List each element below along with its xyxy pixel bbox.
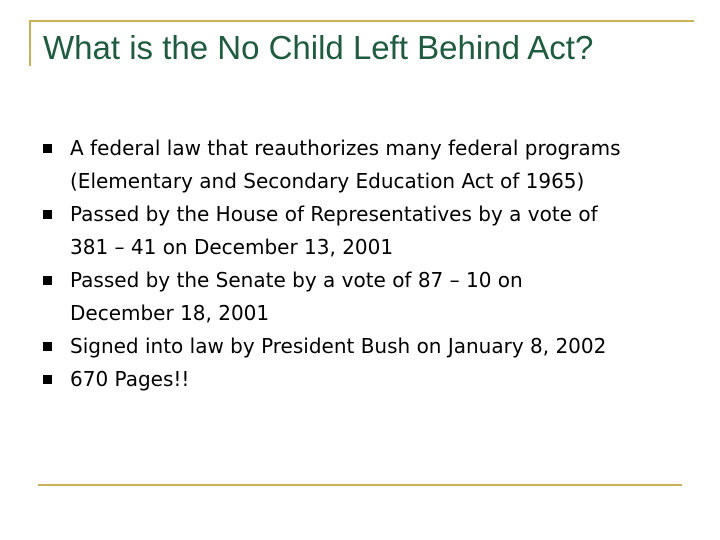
bullet-item <box>40 198 690 264</box>
bullet-text: Signed into law by President Bush on January 8, 2002 <box>70 334 607 358</box>
title-accent-vertical-line <box>29 20 31 66</box>
footer-accent-line <box>38 484 682 486</box>
square-bullet-icon <box>43 342 52 351</box>
bullet-text: Passed by the Senate by a vote of 87 – 10 on December 18, 2001 <box>70 268 523 325</box>
bullet-text: 670 Pages!! <box>70 367 190 391</box>
bullet-item <box>40 363 690 396</box>
bullet-text: A federal law that reauthorizes many federal programs (Elementary and Secondary Education Act of 1965) <box>70 136 621 193</box>
bullet-item <box>40 264 690 330</box>
slide-title: What is the No Child Left Behind Act? <box>43 29 594 66</box>
bullet-item <box>40 330 690 363</box>
bullet-list <box>40 132 690 396</box>
square-bullet-icon <box>43 375 52 384</box>
square-bullet-icon <box>43 276 52 285</box>
square-bullet-icon <box>43 144 52 153</box>
title-accent-horizontal-line <box>29 20 694 22</box>
bullet-item <box>40 132 690 198</box>
square-bullet-icon <box>43 210 52 219</box>
bullet-text: Passed by the House of Representatives by a vote of 381 – 41 on December 13, 2001 <box>70 202 598 259</box>
